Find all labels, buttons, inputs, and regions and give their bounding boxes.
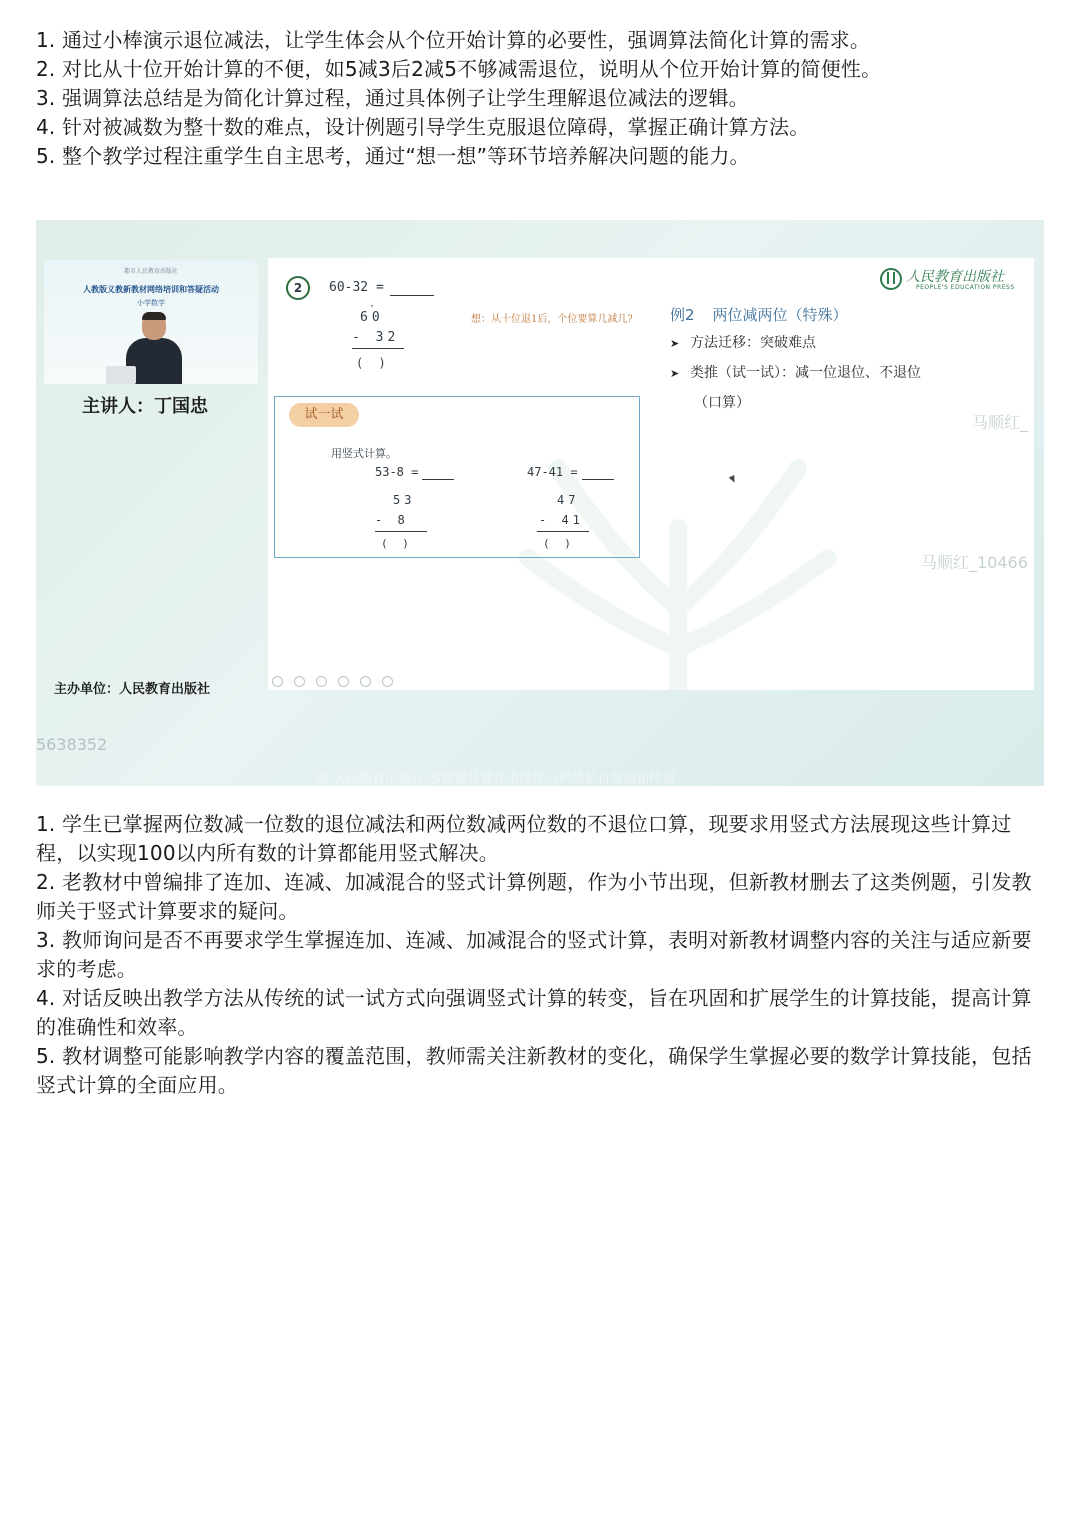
example-heading: [670, 304, 866, 325]
note-item: 2. 对比从十位开始计算的不便，如5减3后2减5不够减需退位，说明从个位开始计算的简便性。: [36, 57, 882, 81]
laptop-icon: [106, 366, 136, 384]
vertical-answer: ( ): [356, 356, 390, 370]
exercise-2-subtrahend: - 41: [539, 513, 584, 527]
copyright-notice: © 人民教育出版社 本视频及课件未经许可严禁私自复制和传播: [316, 772, 676, 786]
vertical-rule: [352, 348, 404, 349]
event-organizer-line: 都市人民教育出版社: [123, 268, 178, 275]
arrow-bullet-icon: ➤: [670, 367, 680, 380]
exercise-1-equation: 53-8 =: [375, 465, 454, 480]
arrow-bullet-icon: ➤: [670, 337, 680, 350]
host-organization: 主办单位：人民教育出版社: [54, 682, 211, 697]
publisher-name-en: PEOPLE'S EDUCATION PRESS: [916, 284, 1015, 291]
example-label: 例2: [670, 306, 695, 324]
publisher-logo: [880, 266, 1030, 294]
slide-toolbar: [272, 672, 399, 686]
vertical-subtrahend: - 32: [352, 330, 400, 345]
presenter-panel: [36, 220, 264, 786]
exercise-1-minuend: 53: [393, 493, 416, 507]
exercise-2-minuend: 47: [557, 493, 580, 507]
exercise-1-answer: ( ): [381, 537, 413, 550]
toolbar-zoom-icon[interactable]: [360, 676, 371, 687]
presenter-camera: [44, 260, 258, 384]
note-item: 1. 通过小棒演示退位减法，让学生体会从个位开始计算的必要性，强调算法简化计算的需求。: [36, 28, 871, 52]
toolbar-pen-icon[interactable]: [316, 676, 327, 687]
exercise-2-equation: 47-41 =: [527, 465, 614, 480]
bullet-analogy-continued: （口算）: [694, 395, 750, 411]
exercise-2-answer: ( ): [543, 537, 575, 550]
bullet-analogy: ➤ 类推（试一试）：减一位退位、不退位: [670, 365, 921, 381]
note-item: 5. 整个教学过程注重学生自主思考，通过“想一想”等环节培养解决问题的能力。: [36, 144, 750, 168]
note-item: 1. 学生已掌握两位数减一位数的退位减法和两位数减两位数的不退位口算，现要求用竖式方法展现这些计算过程，以实现100以内所有数的计算都能用竖式解决。: [36, 812, 1012, 865]
note-item: 4. 针对被减数为整十数的难点，设计例题引导学生克服退位障碍，掌握正确计算方法。: [36, 115, 810, 139]
toolbar-prev-icon[interactable]: [272, 676, 283, 687]
toolbar-next-icon[interactable]: [294, 676, 305, 687]
user-watermark: 马顺红_10466: [921, 553, 1028, 572]
viewer-id-watermark: 5638352: [36, 735, 108, 754]
event-subtitle: 小学数学: [137, 299, 165, 307]
summary-notes-top: [36, 26, 1036, 171]
note-item: 3. 强调算法总结是为简化计算过程，通过具体例子让学生理解退位减法的逻辑。: [36, 86, 749, 110]
think-hint: 想：从十位退1后，个位要算几减几?: [471, 314, 633, 325]
note-item: 5. 教材调整可能影响教学内容的覆盖范围，教师需关注新教材的变化，确保学生掌握必要的数学计算技能，包括竖式计算的全面应用。: [36, 1044, 1032, 1097]
event-title: 人教版义教新教材网络培训和答疑活动: [83, 285, 219, 294]
exercise-1-subtrahend: - 8: [375, 513, 409, 527]
user-watermark: 马顺红_: [972, 413, 1029, 432]
note-item: 3. 教师询问是否不再要求学生掌握连加、连减、加减混合的竖式计算，表明对新教材调整内容的关注与适应新要求的考虑。: [36, 928, 1032, 981]
try-it-box: [274, 396, 640, 558]
lecture-video-screenshot: [36, 220, 1044, 786]
note-item: 4. 对话反映出教学方法从传统的试一试方式向强调竖式计算的转变，旨在巩固和扩展学生的计算技能，提高计算的准确性和效率。: [36, 986, 1032, 1039]
problem-equation: 60-32 =: [329, 280, 434, 296]
example-title: 两位减两位（特殊）: [712, 306, 848, 324]
toolbar-eraser-icon[interactable]: [338, 676, 349, 687]
exercise-2-rule: [537, 531, 589, 532]
course-slide: [268, 258, 1034, 690]
publisher-emblem-icon: [880, 268, 902, 290]
summary-notes-bottom: [36, 810, 1036, 1100]
try-it-badge: 试一试: [289, 403, 359, 427]
borrow-dot: ·: [369, 301, 376, 312]
exercise-1-rule: [375, 531, 427, 532]
note-item: 2. 老教材中曾编排了连加、连减、加减混合的竖式计算例题，作为小节出现，但新教材删去了这类例题，引发教师关于竖式计算要求的疑问。: [36, 870, 1032, 923]
bullet-method-transfer: ➤ 方法迁移：突破难点: [670, 335, 816, 351]
problem-number-badge: 2: [286, 276, 310, 300]
lecturer-name: 主讲人：丁国忠: [82, 396, 208, 417]
vertical-minuend: 60: [360, 310, 384, 325]
try-it-instruction: 用竖式计算。: [331, 447, 397, 460]
toolbar-more-icon[interactable]: [382, 676, 393, 687]
publisher-name-cn: 人民教育出版社: [906, 269, 1004, 285]
